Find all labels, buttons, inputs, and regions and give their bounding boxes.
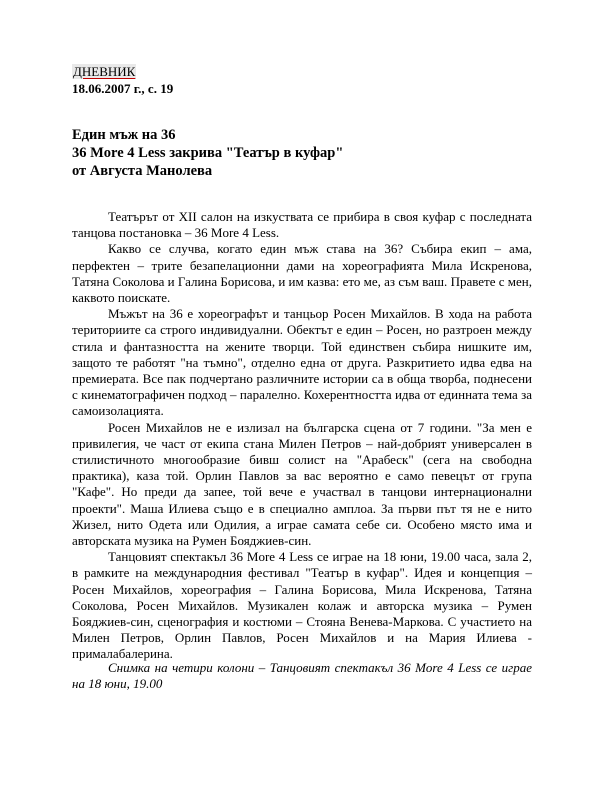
photo-caption: Снимка на четири колони – Танцовият спектакъл 36 More 4 Less се играе на 18 юни, 19.00 bbox=[72, 660, 532, 692]
article-body bbox=[72, 209, 532, 663]
article-title-block bbox=[72, 126, 343, 180]
article-paragraph: Какво се случва, когато един мъж става на 36? Събира екип – ама, перфектен – трите безапелационни дами на хореографията Мила Искренова, Татяна Соколова и Галина Борисова, и им казва: ето ме, аз съм ваш. Правете с мен, каквото поискате. bbox=[72, 241, 532, 306]
article-subheadline: 36 More 4 Less закрива "Театър в куфар" bbox=[72, 145, 344, 161]
publication-date: 18.06.2007 г., с. 19 bbox=[72, 81, 174, 96]
article-paragraph: Театърът от XII салон на изкуствата се прибира в своя куфар с последната танцова постановка – 36 More 4 Less. bbox=[72, 209, 532, 241]
source-header bbox=[72, 64, 173, 96]
article-byline: от Августа Манолева bbox=[72, 163, 213, 179]
article-paragraph: Мъжът на 36 е хореографът и танцьор Росен Михайлов. В хода на работа териториите са строго индивидуални. Обектът е един – Росен, но разтроен между стила и фантазността на жените творци. Той единствен събира нишките им, защото те работят "на тъмно", отделно една от друга. Разкритието идва едва на премиерата. Все пак подчертано различните истории са в обща творба, поднесени с кинематографичен подход – паралелно. Кохерентността идва от единната тема за самоизолацията. bbox=[72, 306, 532, 419]
article-paragraph: Танцовият спектакъл 36 More 4 Less се играе на 18 юни, 19.00 часа, зала 2, в рамките на международния фестивал "Театър в куфар". Идея и концепция – Росен Михайлов, хореография – Галина Борисова, Мила Искренова, Татяна Соколова, Росен Михайлов. Музикален колаж и авторска музика – Румен Бояджиев-син, сценография и костюми – Стояна Венева-Маркова. С участието на Милен Петров, Орлин Павлов, Росен Михайлов и на Мария Илиева - прималабалерина. bbox=[72, 549, 532, 662]
article-paragraph: Росен Михайлов не е излизал на българска сцена от 7 години. "За мен е привилегия, че част от екипа стана Милен Петров – най-добрият универсален в стилистичното многообразие бивш солист на "Арабеск" (сега на свободна практика), каза той. Орлин Павлов за вас вероятно е само певецът от група "Кафе". Но преди да запее, той вече е участвал в танцови интернационални проекти". Маша Илиева също е в специално амплоа. За първи път тя не е нито Жизел, нито Одета или Одилия, а играе самата себе си. Особено място има и авторската музика на Румен Бояджиев-син. bbox=[72, 419, 532, 549]
newspaper-name: ДНЕВНИК bbox=[73, 64, 136, 79]
article-headline: Един мъж на 36 bbox=[72, 127, 176, 143]
